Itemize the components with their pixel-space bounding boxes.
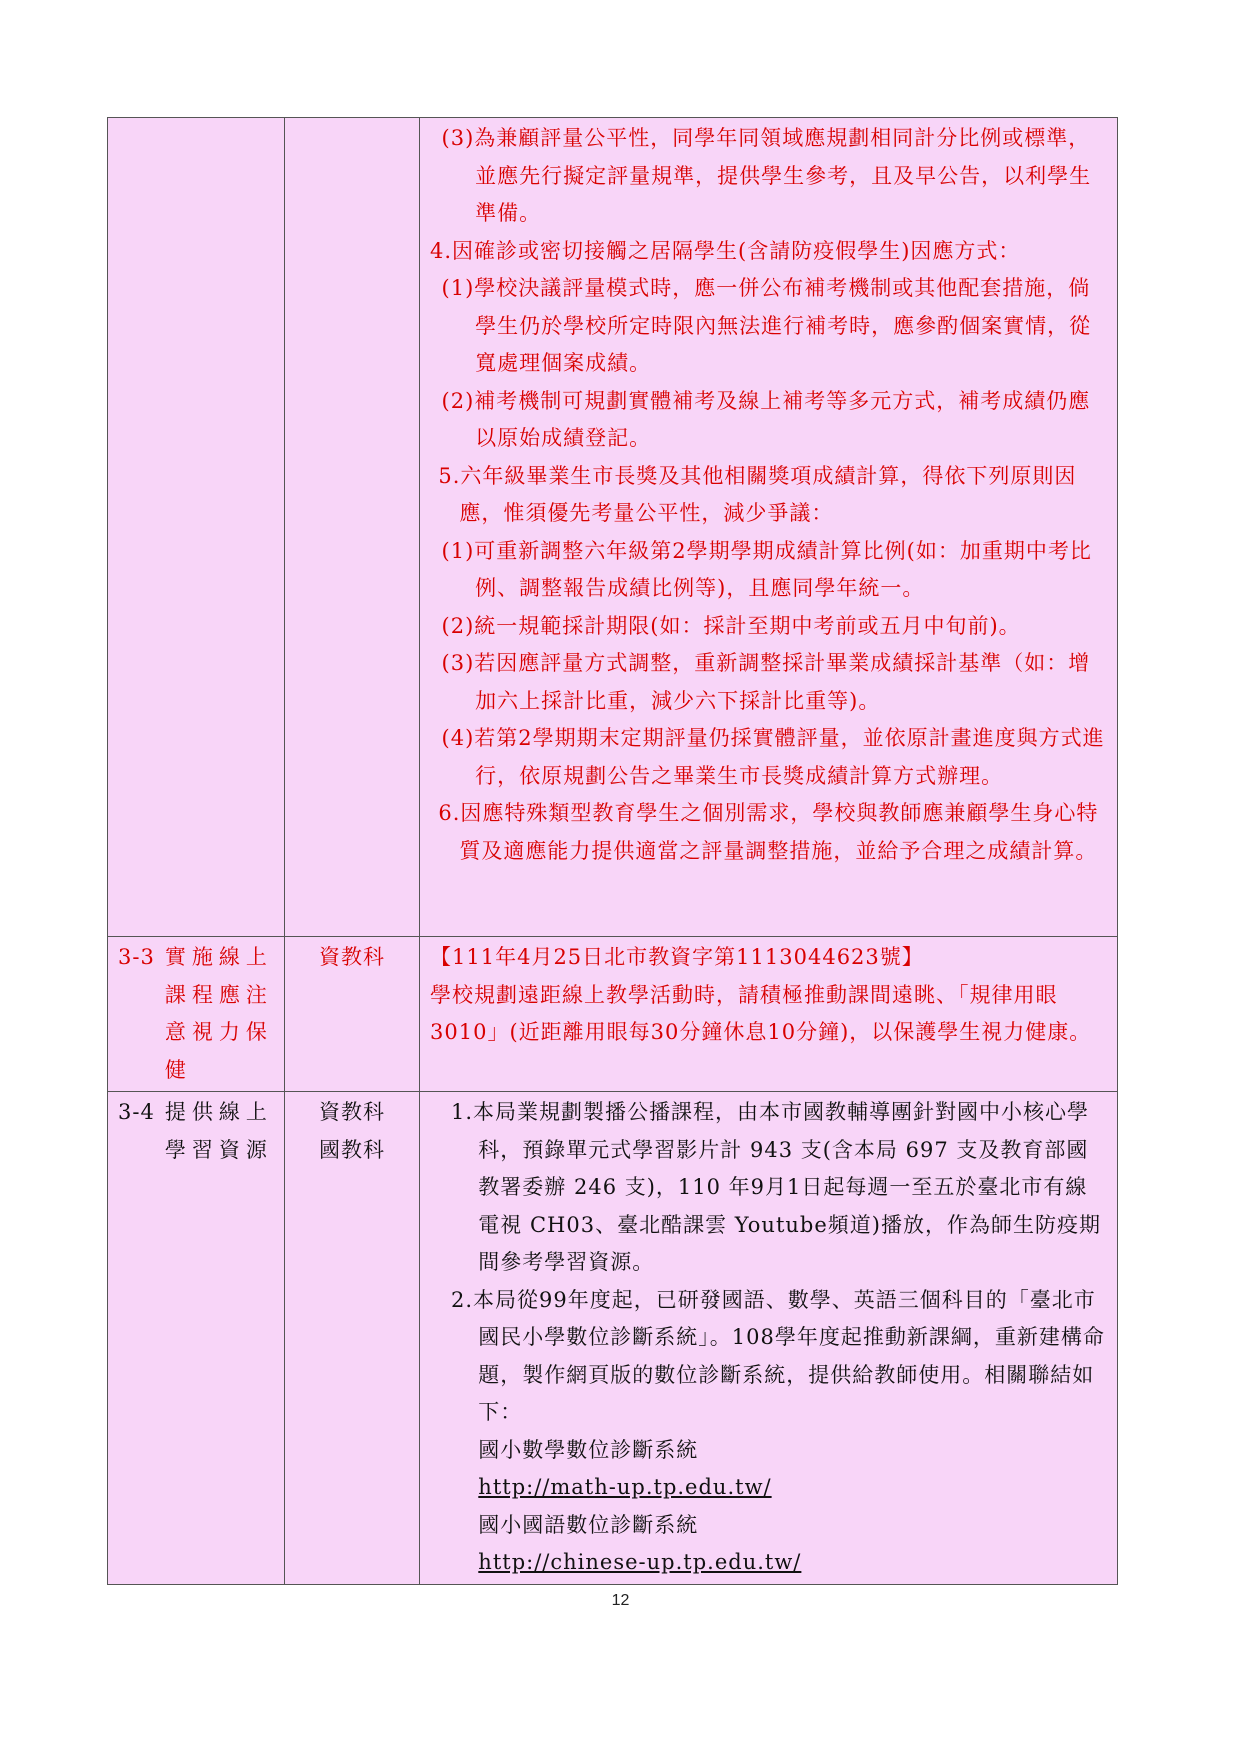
chinese-diagnosis-link[interactable]: http://chinese-up.tp.edu.tw/ — [478, 1550, 802, 1574]
document-reference: 【111年4月25日北市教資字第1113044623號】 — [430, 945, 924, 969]
list-item: 4.因確診或密切接觸之居隔學生(含請防疫假學生)因應方式： — [430, 238, 1021, 263]
item-number: 3-4 — [118, 1100, 155, 1124]
unit-label: 資教科 — [319, 945, 385, 969]
list-item: (1)學校決議評量模式時，應一併公布補考機制或其他配套措施，倘學生仍於學校所定時限內無法進行補考時，應參酌個案實情，從寬處理個案成績。 — [441, 276, 1092, 375]
content-cell — [420, 937, 1118, 1092]
list-item: (3)若因應評量方式調整，重新調整採計畢業成績採計基準（如：增加六上採計比重，減少六下採計比重等)。 — [441, 651, 1091, 713]
list-item: (1)可重新調整六年級第2學期學期成績計算比例(如：加重期中考比例、調整報告成績比例等)，且應同學年統一。 — [441, 538, 1092, 600]
content-cell — [420, 1092, 1118, 1585]
link-label-chinese: 國小國語數位診斷系統 — [478, 1512, 699, 1537]
list-item: (3)為兼顧評量公平性，同學年同領域應規劃相同計分比例或標準，並應先行擬定評量規準，提供學生參考，且及早公告，以利學生準備。 — [441, 126, 1092, 225]
content-cell — [420, 118, 1118, 937]
item-cell — [108, 937, 285, 1092]
list-item: 1.本局業規劃製播公播課程，由本市國教輔導團針對國中小核心學科，預錄單元式學習影片計 943 支(含本局 697 支及教育部國教署委辦 246 支)，110 年9月1日起每週一至五於臺北市有線電視 CH03、臺北酷課雲 Youtube頻道)播放，作為師生防疫期間參考學習資源。 — [451, 1100, 1101, 1274]
item-number: 3-3 — [118, 945, 155, 969]
list-item: 2.本局從99年度起，已研發國語、數學、英語三個科目的「臺北市國民小學數位診斷系統」。108學年度起推動新課綱，重新建構命題，製作網頁版的數位診斷系統，提供給教師使用。相關聯結如下： — [451, 1287, 1105, 1424]
table-row — [108, 1092, 1118, 1585]
list-item: 6.因應特殊類型教育學生之個別需求，學校與教師應兼顧學生身心特質及適應能力提供適當之評量調整措施，並給予合理之成績計算。 — [438, 801, 1099, 863]
unit-label: 資教科 — [319, 1100, 385, 1124]
table-row — [108, 937, 1118, 1092]
link-label-math: 國小數學數位診斷系統 — [478, 1437, 699, 1462]
list-item: (2)補考機制可規劃實體補考及線上補考等多元方式，補考成績仍應以原始成績登記。 — [441, 388, 1091, 450]
list-item: (2)統一規範採計期限(如：採計至期中考前或五月中旬前)。 — [441, 613, 1021, 638]
policy-table — [107, 117, 1118, 1585]
unit-cell — [285, 1092, 420, 1585]
list-item: (4)若第2學期期末定期評量仍採實體評量，並依原計畫進度與方式進行，依原規劃公告之畢業生市長獎成績計算方式辦理。 — [441, 726, 1105, 788]
unit-label: 國教科 — [319, 1137, 385, 1162]
page-number: 12 — [611, 1592, 630, 1609]
table-row — [108, 118, 1118, 937]
math-diagnosis-link[interactable]: http://math-up.tp.edu.tw/ — [478, 1475, 772, 1499]
item-title: 提供線上學習資源 — [164, 1100, 273, 1162]
item-title: 實施線上課程應注意視力保健 — [164, 945, 273, 1082]
content-text: 學校規劃遠距線上教學活動時，請積極推動課間遠眺、「規律用眼3010」(近距離用眼每30分鐘休息10分鐘)，以保護學生視力健康。 — [430, 982, 1092, 1044]
unit-cell-empty — [285, 118, 420, 937]
item-cell-empty — [108, 118, 285, 937]
item-cell — [108, 1092, 285, 1585]
list-item: 5.六年級畢業生市長獎及其他相關獎項成績計算，得依下列原則因應，惟須優先考量公平性，減少爭議： — [438, 463, 1077, 525]
unit-cell — [285, 937, 420, 1092]
